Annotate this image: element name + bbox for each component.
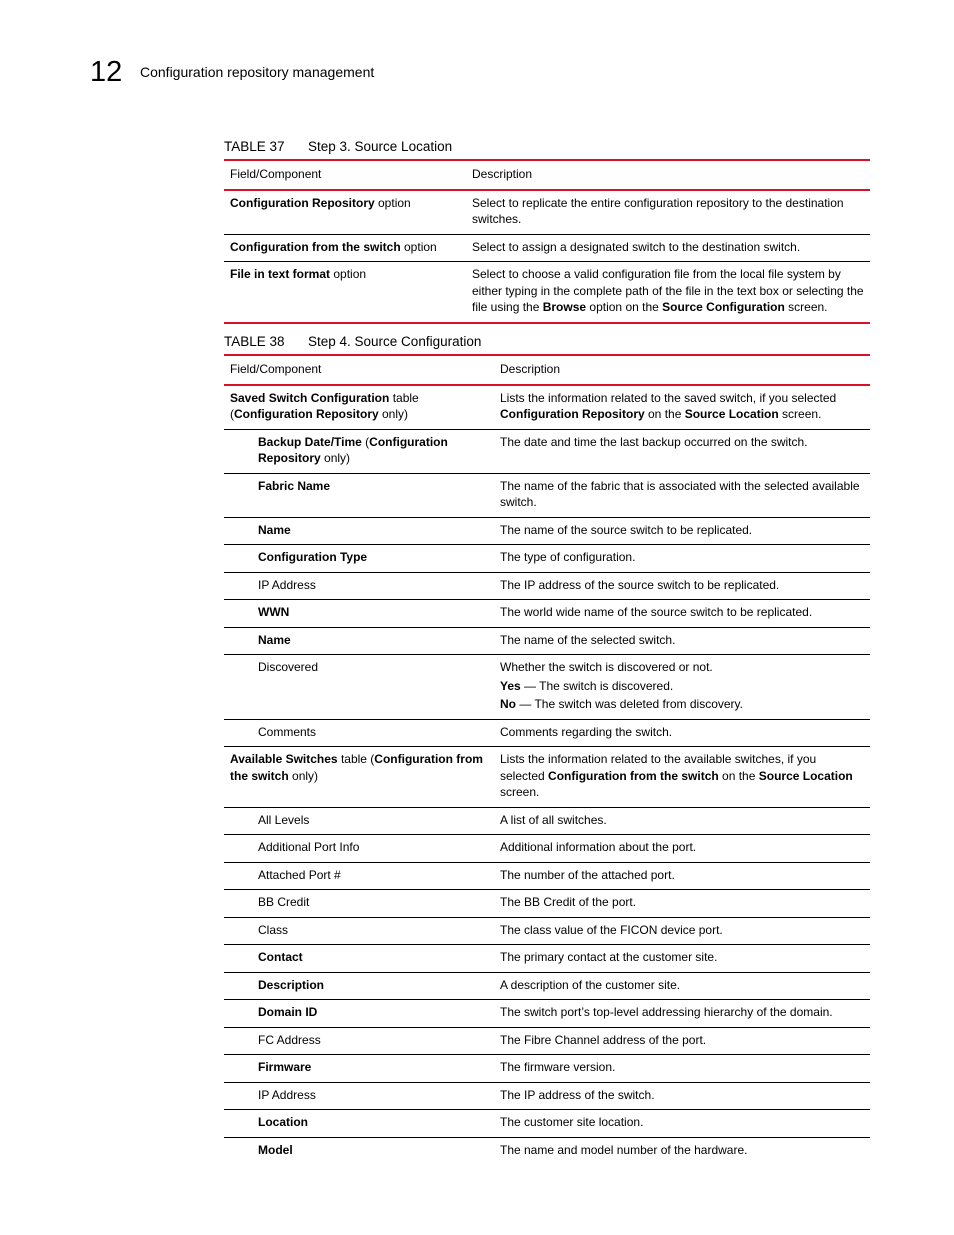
column-header-field: Field/Component [224,355,494,385]
description-cell: The type of configuration. [494,545,870,573]
table-row [224,835,870,863]
field-text: only) [288,768,319,783]
field-bold: Configuration Repository [258,434,448,465]
table-label: TABLE 38 [224,334,285,349]
description-cell: The firmware version. [494,1055,870,1083]
description-text: Lists the information related to the available switches, if you selected [500,752,817,783]
field-name: Available Switches [230,752,338,766]
table-header-row [224,160,870,190]
field-cell: BB Credit [224,890,494,918]
table-38-caption [224,334,481,349]
field-cell: IP Address [224,1082,494,1110]
description-bold: Browse [542,300,587,314]
description-text: screen. [778,407,822,421]
description-cell: Comments regarding the switch. [494,719,870,747]
table-row [224,862,870,890]
field-cell: Class [224,917,494,945]
option-text: — The switch was deleted from discovery. [516,697,743,711]
field-cell [224,747,494,808]
description-cell: The number of the attached port. [494,862,870,890]
field-text: table ( [230,390,419,421]
field-name: Backup Date/Time [258,434,362,449]
field-bold: Configuration from the switch [230,752,483,783]
description-option-no [500,696,864,713]
field-text: table ( [337,752,375,766]
description-text: option on the [586,300,663,314]
field-cell: FC Address [224,1027,494,1055]
field-cell: Configuration Type [224,545,494,573]
table-row [224,627,870,655]
option-label: No [500,697,516,711]
table-row [224,1110,870,1138]
description-bold: Source Location [758,768,853,783]
table-row [224,890,870,918]
description-text: on the [644,407,685,421]
field-cell: Name [224,517,494,545]
description-cell: A description of the customer site. [494,972,870,1000]
description-cell: The primary contact at the customer site. [494,945,870,973]
description-option-yes [500,678,864,695]
description-cell: The customer site location. [494,1110,870,1138]
table-row [224,517,870,545]
table-38 [224,354,870,1164]
chapter-title: Configuration repository management [140,64,375,80]
table-row [224,719,870,747]
column-header-field: Field/Component [224,160,466,190]
description-cell: The switch port’s top-level addressing hierarchy of the domain. [494,1000,870,1028]
field-suffix: option [374,195,411,210]
field-suffix: option [330,267,367,281]
option-label: Yes [500,678,521,693]
description-cell [494,747,870,808]
table-row [224,945,870,973]
table-row [224,747,870,808]
field-cell: Additional Port Info [224,835,494,863]
description-cell: The name of the source switch to be replicated. [494,517,870,545]
table-row [224,572,870,600]
field-cell: Description [224,972,494,1000]
field-cell [224,190,466,235]
column-header-description: Description [466,160,870,190]
field-cell [224,234,466,262]
table-header-row [224,355,870,385]
field-cell: Contact [224,945,494,973]
description-cell: The BB Credit of the port. [494,890,870,918]
field-cell: Firmware [224,1055,494,1083]
description-cell: The name and model number of the hardware. [500,1142,748,1157]
table-row [224,545,870,573]
field-name: File in text format [230,267,331,281]
description-cell: The class value of the FICON device port. [494,917,870,945]
field-name: Configuration Repository [230,195,375,210]
description-cell: Select to replicate the entire configuration repository to the destination switches. [466,190,870,235]
description-bold: Configuration Repository [500,407,645,421]
description-text: Select to choose a valid configuration file from the local file system by either typing in the complete path of the file in the text box or selecting the file using the [472,267,864,314]
field-text: only) [320,451,351,465]
table-row [224,1082,870,1110]
table-37 [224,159,870,324]
table-row [224,234,870,262]
field-cell: WWN [224,600,494,628]
field-cell: Location [224,1110,494,1138]
field-text: only) [378,407,409,421]
field-cell: Model [258,1142,293,1157]
field-cell: IP Address [224,572,494,600]
description-cell: Additional information about the port. [494,835,870,863]
description-cell: The world wide name of the source switch to be replicated. [494,600,870,628]
table-row [224,655,870,720]
table-row [224,385,870,430]
description-bold: Configuration from the switch [548,768,719,783]
description-cell: The name of the fabric that is associated with the selected available switch. [494,473,870,517]
description-text: screen. [500,785,540,799]
table-row [224,262,870,323]
description-bold: Source Configuration [662,300,785,314]
field-cell: Comments [224,719,494,747]
description-cell: Select to assign a designated switch to the destination switch. [466,234,870,262]
table-row [224,807,870,835]
table-37-caption [224,139,452,154]
table-row [224,473,870,517]
table-row [224,600,870,628]
table-row [224,917,870,945]
table-label: TABLE 37 [224,139,285,154]
table-row [224,1055,870,1083]
table-title: Step 3. Source Location [308,139,453,154]
field-bold: Configuration Repository [234,407,379,421]
field-cell: Domain ID [224,1000,494,1028]
description-text: Whether the switch is discovered or not. [500,660,713,674]
description-cell [494,385,870,430]
description-text: on the [718,768,759,783]
field-cell: Discovered [224,655,494,720]
table-row [224,429,870,473]
table-row [224,972,870,1000]
field-name: Saved Switch Configuration [230,390,390,405]
description-cell: The date and time the last backup occurred on the switch. [494,429,870,473]
field-suffix: option [400,239,437,254]
field-cell [224,262,466,323]
field-cell: Attached Port # [224,862,494,890]
field-name: Configuration from the switch [230,239,401,254]
table-row [224,190,870,235]
field-text: ( [361,434,370,449]
field-cell: Fabric Name [224,473,494,517]
description-cell [466,262,870,323]
description-cell: The name of the selected switch. [494,627,870,655]
option-text: — The switch is discovered. [520,678,674,693]
description-cell [494,655,870,720]
table-row [224,1137,870,1164]
description-cell: The Fibre Channel address of the port. [494,1027,870,1055]
table-title: Step 4. Source Configuration [308,334,482,349]
description-bold: Source Location [684,407,779,421]
description-text: screen. [784,300,828,314]
description-cell: The IP address of the switch. [494,1082,870,1110]
description-cell: The IP address of the source switch to be replicated. [494,572,870,600]
column-header-description: Description [494,355,870,385]
table-row [224,1000,870,1028]
table-row [224,1027,870,1055]
description-cell: A list of all switches. [494,807,870,835]
field-cell [224,429,494,473]
field-cell: All Levels [224,807,494,835]
field-cell: Name [224,627,494,655]
chapter-number: 12 [90,56,123,88]
field-cell [224,385,494,430]
description-text: Lists the information related to the saved switch, if you selected [500,390,837,405]
